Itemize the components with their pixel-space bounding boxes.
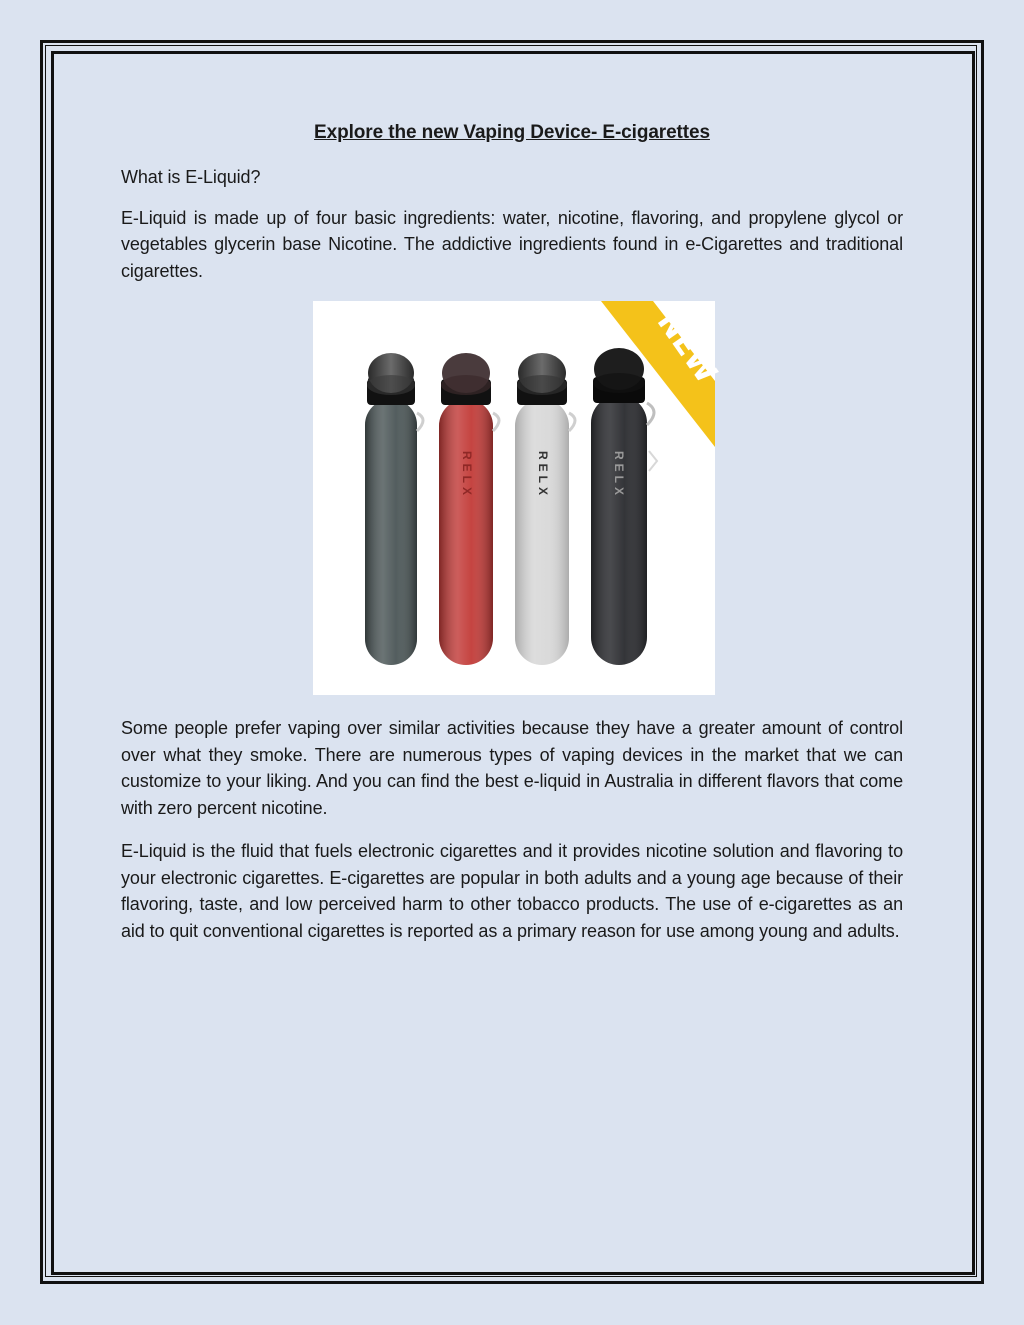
device-brand-label-silver: RELX bbox=[536, 451, 550, 500]
vape-device-black bbox=[591, 348, 657, 665]
vape-device-red bbox=[439, 353, 499, 665]
device-brand-label-black: RELX bbox=[612, 451, 626, 500]
paragraph-eliquid-definition: E-Liquid is the fluid that fuels electronic cigarettes and it provides nicotine solution and flavoring to your electronic cigarettes. E-cigarettes are popular in both adults and a young age because of their flavoring, taste, and low perceived harm to other tobacco products. The use of e-cigarettes as an aid to quit conventional cigarettes is reported as a primary reason for use among young and adults. bbox=[121, 841, 903, 941]
vape-device-silver bbox=[515, 353, 575, 665]
document-body bbox=[121, 118, 903, 961]
vape-device-grey bbox=[365, 353, 423, 665]
vape-devices-illustration bbox=[313, 301, 724, 695]
new-banner-label: NEW bbox=[649, 305, 724, 390]
paragraph-vaping-preference: Some people prefer vaping over similar activities because they have a greater amount of control over what they smoke. There are numerous types of vaping devices in the market that we can customize to your liking. And you can find the best e-liquid in Australia in different flavors that come with zero percent nicotine. bbox=[121, 718, 903, 818]
device-brand-label-red: RELX bbox=[460, 451, 474, 500]
document-title: Explore the new Vaping Device- E-cigarettes bbox=[314, 122, 710, 143]
paragraph-ingredients: E-Liquid is made up of four basic ingredients: water, nicotine, flavoring, and propylene glycol or vegetables glycerin base Nicotine. The addictive ingredients found in e-Cigarettes and traditional cigarettes. bbox=[121, 207, 903, 281]
product-image bbox=[313, 301, 724, 695]
section-question: What is E-Liquid? bbox=[121, 167, 261, 187]
